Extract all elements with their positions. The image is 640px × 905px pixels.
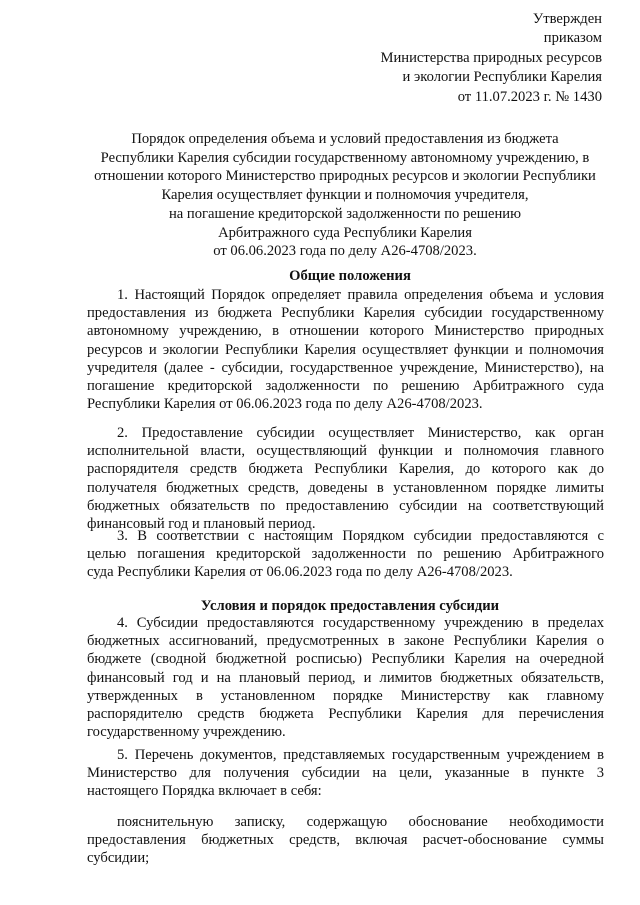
paragraph-line: 5. Перечень документов, представляемых государственным учреждением в — [117, 747, 604, 763]
paragraph-line: автономному учреждению, в отношении которого Министерство природных — [87, 323, 604, 340]
paragraph-line: суда Республики Карелия от 06.06.2023 года по делу А26-4708/2023. — [87, 564, 513, 581]
approval-line: Утвержден — [532, 11, 602, 27]
paragraph-line: учредителя (далее - субсидии, государственное учреждение, Министерство), на — [87, 359, 604, 376]
paragraph-line: финансовый год и плановый период. — [87, 516, 316, 533]
title-line: Республики Карелия субсидии государственному автономному учреждению, в — [100, 149, 590, 166]
paragraph-line: Министерство для получения субсидии на цели, указанные в пункте 3 — [87, 765, 604, 782]
section-heading-conditions: Условия и порядок предоставления субсидии — [200, 598, 500, 614]
paragraph-2 — [87, 424, 604, 533]
paragraph-line: распорядителю средств бюджета Республики Карелия для перечисления — [87, 706, 604, 723]
approval-line: от 11.07.2023 г. № 1430 — [457, 88, 602, 105]
section-heading-general: Общие положения — [289, 268, 411, 284]
approval-line: и экологии Республики Карелия — [402, 69, 602, 86]
title-line: отношении которого Министерство природных ресурсов и экологии Республики — [94, 168, 596, 185]
paragraph-line: настоящего Порядка включает в себя: — [87, 783, 322, 800]
paragraph-line: распорядителя средств бюджета Республики Карелия, до которого как до — [87, 461, 604, 478]
paragraph-4 — [87, 614, 604, 741]
title-line: Арбитражного суда Республики Карелия — [218, 224, 472, 241]
paragraph-line: финансовый год и на плановый период, и лимитов бюджетных обязательств, — [87, 669, 604, 686]
paragraph-line: предоставления бюджетных средств, включая расчет-обоснование суммы — [87, 832, 604, 849]
paragraph-line: государственному учреждению. — [87, 724, 286, 741]
title-line: на погашение кредиторской задолженности по решению — [168, 205, 522, 222]
paragraph-line: 2. Предоставление субсидии осуществляет Министерство, как орган — [117, 425, 604, 441]
title-line: Порядок определения объема и условий предоставления из бюджета — [131, 131, 559, 147]
paragraph-line: 4. Субсидии предоставляются государственному учреждению в пределах — [117, 615, 604, 631]
document-title — [80, 130, 610, 261]
paragraph-3 — [87, 527, 604, 582]
paragraph-line: получателя бюджетных средств, доведены в установленном порядке лимиты — [87, 479, 604, 496]
paragraph-line: погашение кредиторской задолженности по решению Арбитражного суда — [87, 378, 604, 395]
paragraph-line: предоставления из бюджета Республики Карелия субсидии государственному — [87, 305, 604, 322]
approval-line: приказом — [543, 30, 602, 47]
paragraph-line: субсидии; — [87, 850, 150, 867]
paragraph-1 — [87, 286, 604, 413]
paragraph-5 — [87, 746, 604, 801]
approval-block — [381, 10, 602, 107]
paragraph-line: Республики Карелия от 06.06.2023 года по делу А26-4708/2023. — [87, 396, 483, 413]
paragraph-line: ресурсов и экологии Республики Карелия осуществляет функции и полномочия — [87, 341, 604, 358]
paragraph-line: бюджетных обязательств по предоставлению субсидии на соответствующий — [87, 497, 604, 514]
paragraph-line: пояснительную записку, содержащую обоснование необходимости — [117, 814, 604, 830]
title-line: Карелия осуществляет функции и полномочия учредителя, — [161, 187, 529, 204]
paragraph-line: 3. В соответствии с настоящим Порядком субсидии предоставляются с — [117, 528, 604, 544]
title-line: от 06.06.2023 года по делу А26-4708/2023. — [213, 243, 477, 260]
paragraph-line: бюджете (сводной бюджетной росписью) Республики Карелия на очередной — [87, 651, 604, 668]
paragraph-6 — [87, 813, 604, 868]
paragraph-line: целью погашения кредиторской задолженности по решению Арбитражного — [87, 546, 604, 563]
paragraph-line: бюджетных ассигнований, предусмотренных в законе Республики Карелия о — [87, 633, 604, 650]
paragraph-line: исполнительной власти, осуществляющий функции и полномочия главного — [87, 443, 604, 460]
approval-line: Министерства природных ресурсов — [380, 49, 602, 66]
paragraph-line: 1. Настоящий Порядок определяет правила определения объема и условия — [117, 287, 604, 303]
paragraph-line: утвержденных в установленном порядке Министерству как главному — [87, 687, 604, 704]
